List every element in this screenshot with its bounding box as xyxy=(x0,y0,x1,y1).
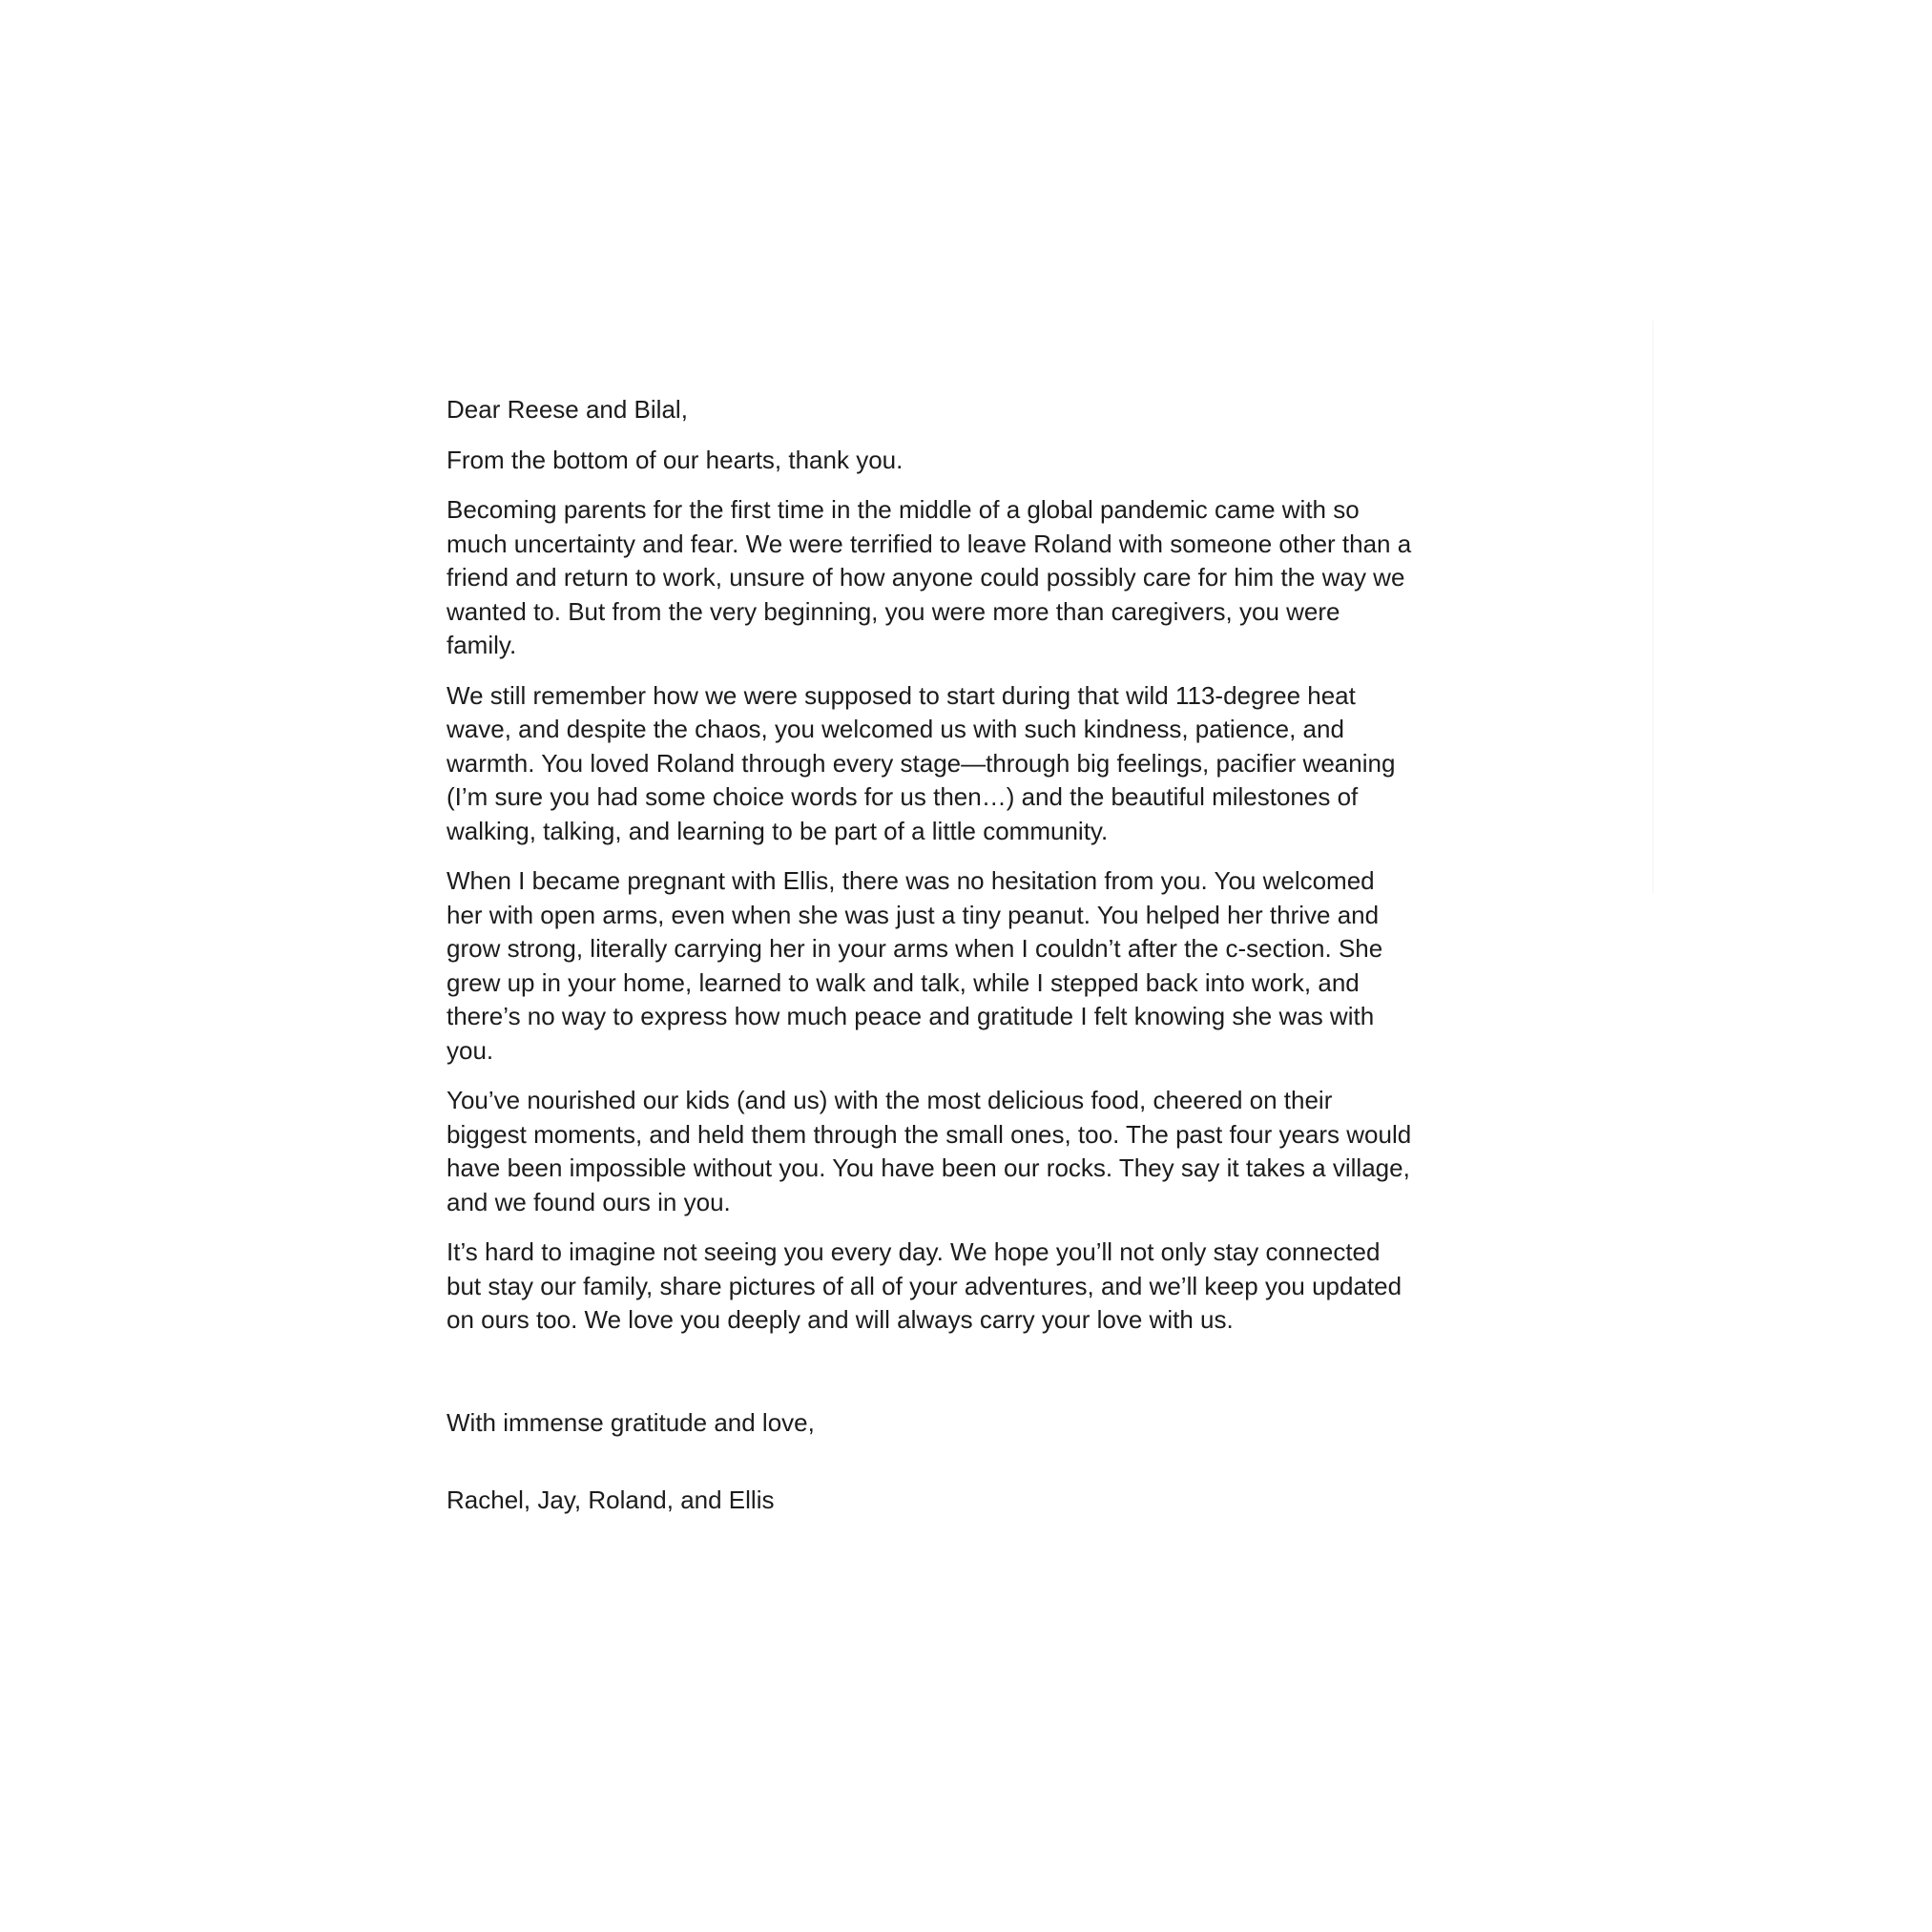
paragraph-line: We still remember how we were supposed to start during that wild 113-degree heat xyxy=(447,680,1356,710)
paragraph-line: there’s no way to express how much peace and gratitude I felt knowing she was with xyxy=(447,1002,1375,1030)
paragraph-4 xyxy=(447,1084,1515,1219)
paragraph-line: Becoming parents for the first time in the middle of a global pandemic came with so xyxy=(447,495,1360,524)
paragraph-line: It’s hard to imagine not seeing you every day. We hope you’ll not only stay connected xyxy=(447,1237,1381,1266)
paragraph-line: friend and return to work, unsure of how anyone could possibly care for him the way we xyxy=(447,563,1405,592)
scan-edge-line xyxy=(1652,321,1653,893)
paragraph-line: When I became pregnant with Ellis, there was no hesitation from you. You welcomed xyxy=(447,866,1375,895)
paragraph-line: and we found ours in you. xyxy=(447,1187,731,1216)
paragraph-line: wave, and despite the chaos, you welcomed us with such kindness, patience, and xyxy=(447,715,1344,743)
paragraph-line: on ours too. We love you deeply and will always carry your love with us. xyxy=(447,1305,1234,1334)
paragraph-line: family. xyxy=(447,631,517,659)
letter-greeting: Dear Reese and Bilal, xyxy=(447,395,688,424)
paragraph-line: grew up in your home, learned to walk and talk, while I stepped back into work, and xyxy=(447,967,1360,997)
paragraph-line: her with open arms, even when she was just a tiny peanut. You helped her thrive and xyxy=(447,900,1380,929)
paragraph-3 xyxy=(447,864,1515,1068)
paragraph-line: grow strong, literally carrying her in your arms when I couldn’t after the c-section. She xyxy=(447,934,1383,963)
letter-body xyxy=(447,393,1515,1518)
letter-signature: Rachel, Jay, Roland, and Ellis xyxy=(447,1485,775,1514)
letter-closing: With immense gratitude and love, xyxy=(447,1407,815,1437)
paragraph-line: but stay our family, share pictures of all of your adventures, and we’ll keep you updated xyxy=(447,1271,1402,1300)
paragraph-5 xyxy=(447,1236,1515,1338)
paragraph-line: (I’m sure you had some choice words for us then…) and the beautiful milestones of xyxy=(447,782,1359,811)
paragraph-line: walking, talking, and learning to be part of a little community. xyxy=(447,816,1109,845)
paragraph-line: warmth. You loved Roland through every stage—through big feelings, pacifier weaning xyxy=(447,748,1396,778)
paragraph-line: much uncertainty and fear. We were terrified to leave Roland with someone other than a xyxy=(447,529,1412,558)
paragraph-1 xyxy=(447,493,1515,663)
paragraph-line: you. xyxy=(447,1035,494,1065)
letter-opening: From the bottom of our hearts, thank you. xyxy=(447,445,904,474)
paragraph-line: biggest moments, and held them through the small ones, too. The past four years would xyxy=(447,1119,1412,1149)
paragraph-line: have been impossible without you. You have been our rocks. They say it takes a village, xyxy=(447,1153,1410,1182)
paragraph-line: wanted to. But from the very beginning, you were more than caregivers, you were xyxy=(447,596,1340,626)
paragraph-2 xyxy=(447,679,1515,849)
paragraph-line: You’ve nourished our kids (and us) with the most delicious food, cheered on their xyxy=(447,1086,1333,1114)
